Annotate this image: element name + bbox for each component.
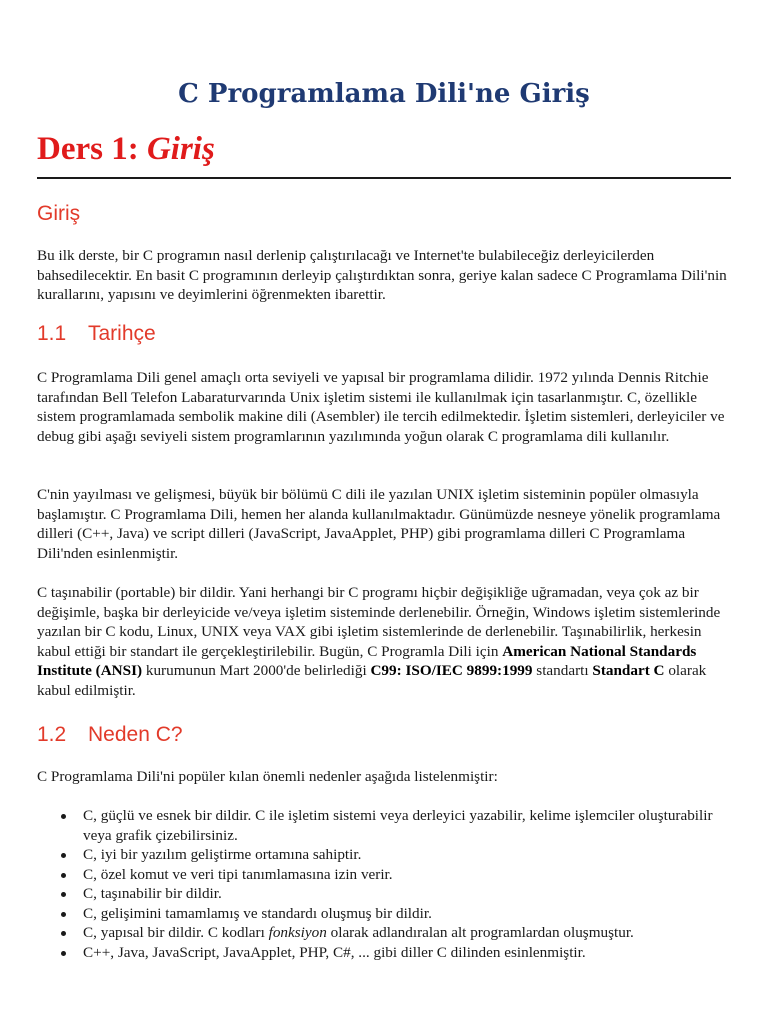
- list-item-text: C, özel komut ve veri tipi tanımlamasına izin verir.: [83, 865, 393, 883]
- list-item: [37, 923, 737, 943]
- list-item-text: C, taşınabilir bir dildir.: [83, 885, 222, 902]
- bullet-icon: [61, 912, 66, 917]
- history-paragraph-2: C'nin yayılması ve gelişmesi, büyük bir bölümü C dili ile yazılan UNIX işletim sisteminin popüler olmasıyla başlamıştır. C Programlama Dili, hemen her alanda kullanılmaktadır. Günümüzde nesneye yönelik programlama dilleri (C++, Java) ve script dilleri (JavaScript, JavaApplet, PHP) gibi programlama dilleri C Programlama Dili'nden esinlenmiştir.: [37, 486, 721, 562]
- why-intro: C Programlama Dili'ni popüler kılan önemli nedenler aşağıda listelenmiştir:: [37, 768, 498, 785]
- heading-divider: [37, 177, 731, 179]
- list-item-text: C, güçlü ve esnek bir dildir. C ile işletim sistemi veya derleyici yazabilir, kelime işlemciler oluşturabilir veya grafik çizebilirsiniz.: [83, 807, 713, 844]
- intro-heading: Giriş: [37, 202, 81, 225]
- bullet-icon: [61, 931, 66, 936]
- history-number: 1.1: [37, 322, 67, 345]
- list-item-text: C, yapısal bir dildir. C kodları: [83, 924, 269, 941]
- history-paragraph-1: C Programlama Dili genel amaçlı orta seviyeli ve yapısal bir programlama dilidir. 1972 yılında Dennis Ritchie tarafından Bell Telefon Labaraturvarında Unix işletim sistemi ile kullanılmak için tasarlanmıştır. C, özellikle sistem programlamada sembolik makine dili (Asembler) ile tercih edilmektedir. İşletim sistemleri, derleyiciler ve debug gibi aşağı seviyeli sistem programlarının yazılımında yoğun olarak C programlama dili kullanılır.: [37, 369, 725, 445]
- bullet-icon: [61, 814, 66, 819]
- reasons-list: [37, 806, 737, 962]
- list-item: [37, 904, 737, 924]
- list-item: [37, 884, 737, 904]
- list-item-text: C++, Java, JavaScript, JavaApplet, PHP, C#, ... gibi diller C dilinden esinlenmiştir.: [83, 943, 586, 961]
- bullet-icon: [61, 951, 66, 956]
- history-heading: [37, 320, 156, 348]
- lesson-prefix: Ders 1:: [37, 131, 147, 167]
- ansi-bold: American National Standards Institute (ANSI): [37, 642, 697, 679]
- history-title: Tarihçe: [88, 322, 156, 345]
- why-number: 1.2: [37, 723, 67, 746]
- p3-text-b: kurumunun Mart 2000'de belirlediği: [142, 662, 371, 679]
- list-item-text: C, gelişimini tamamlamış ve standardı oluşmuş bir dildir.: [83, 904, 432, 922]
- document-title: C Programlama Dili'ne Giriş: [178, 79, 590, 109]
- list-item: [37, 865, 737, 885]
- standard-c-bold: Standart C: [592, 662, 665, 679]
- why-heading: [37, 721, 183, 749]
- p3-text-a: C taşınabilir (portable) bir dildir. Yani herhangi bir C programı hiçbir değişikliğe uğramadan, veya çok az bir değişimle, başka bir derleyicide ve/veya işletim sisteminde derlenebilir. Örneğin, Windows işletim sistemlerinde yazılan bir C kodu, Linux, UNIX veya VAX gibi işletim sistemlerinde de derlenebilir. Taşınabilirlik, herkesin kabul ettiği bir standart ile gerçekleştirilebilir. Bugün, C Programla Dili için: [37, 584, 721, 660]
- list-item: [37, 806, 737, 845]
- bullet-icon: [61, 892, 66, 897]
- bullet-icon: [61, 853, 66, 858]
- p3-text-c: standartı: [532, 662, 593, 679]
- c99-bold: C99: ISO/IEC 9899:1999: [370, 662, 533, 679]
- history-paragraph-3: [37, 583, 737, 700]
- list-item-text: C, iyi bir yazılım geliştirme ortamına sahiptir.: [83, 846, 362, 863]
- bullet-icon: [61, 873, 66, 878]
- list-item: [37, 845, 737, 865]
- lesson-heading: [37, 128, 215, 170]
- fonksiyon-italic: fonksiyon: [268, 924, 327, 941]
- p3-text-d: olarak kabul edilmiştir.: [37, 662, 707, 699]
- list-item-text: olarak adlandıralan alt programlardan oluşmuştur.: [326, 924, 634, 941]
- intro-paragraph: Bu ilk derste, bir C programın nasıl derlenip çalıştırılacağı ve Internet'te bulabileceğiz derleyicilerden bahsedilecektir. En basit C programının derleyip çalıştırdıktan sonra, geriye kalan sadece C Programlama Dili'nin kurallarını, yapısını ve deyimlerini öğrenmekten ibarettir.: [37, 247, 727, 303]
- why-title: Neden C?: [88, 723, 183, 746]
- lesson-name: Giriş: [146, 131, 215, 167]
- list-item: [37, 943, 737, 963]
